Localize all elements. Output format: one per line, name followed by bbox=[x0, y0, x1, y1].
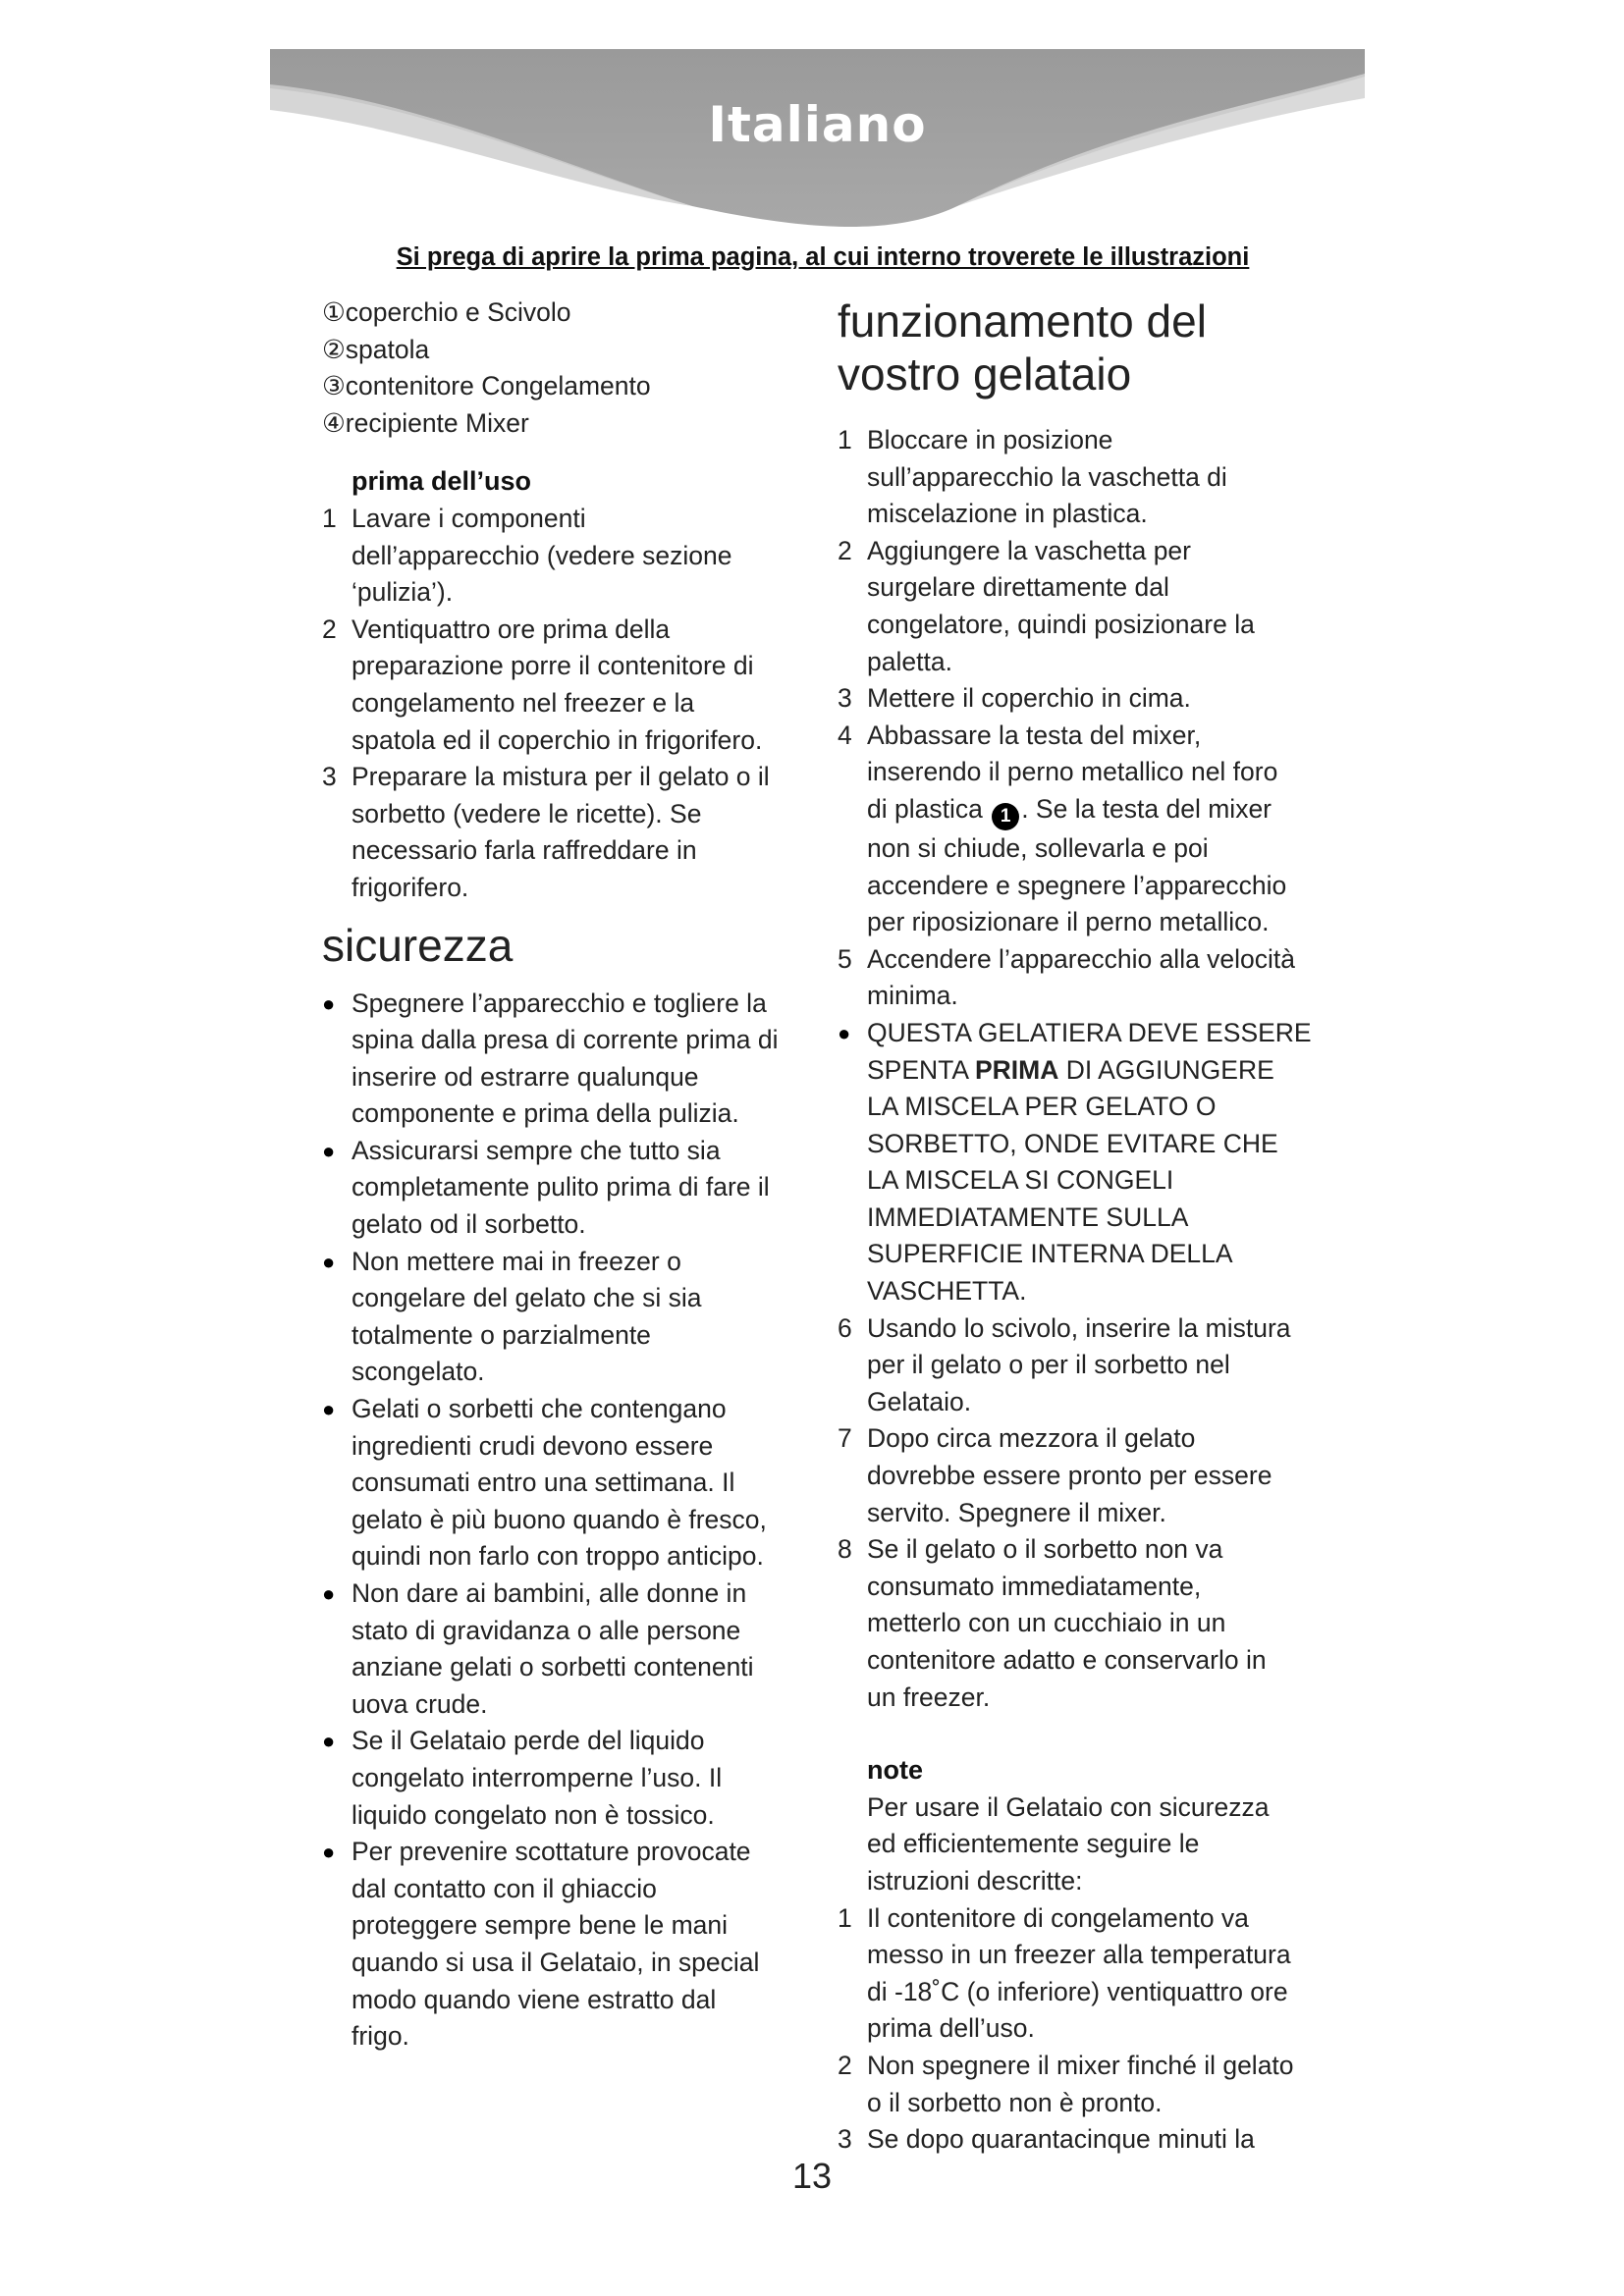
list-item bbox=[322, 986, 813, 1133]
operation-steps bbox=[838, 422, 1319, 1015]
bullet-text: Non dare ai bambini, alle donne in stato di gravidanza o alle persone anziane gelati o sorbetti contenenti uova crude. bbox=[352, 1578, 754, 1719]
bullet-text: Gelati o sorbetti che contengano ingredienti crudi devono essere consumati entro una settimana. Il gelato è più buono quando è fresco, quindi non farlo con troppo anticipo. bbox=[352, 1394, 767, 1572]
bullet-text: Non mettere mai in freezer o congelare del gelato che si sia totalmente o parzialmente scongelato. bbox=[352, 1246, 702, 1387]
list-item bbox=[838, 1015, 1319, 1310]
step-text bbox=[867, 721, 1286, 936]
bullet-icon: ● bbox=[322, 1581, 336, 1606]
bullet-text: Se il Gelataio perde del liquido congelato interromperne l’uso. Il liquido congelato non è tossico. bbox=[352, 1726, 723, 1830]
list-item bbox=[322, 501, 813, 612]
list-item bbox=[322, 1133, 813, 1244]
part-item: ④recipiente Mixer bbox=[322, 407, 529, 438]
step-text: Preparare la mistura per il gelato o il sorbetto (vedere le ricette). Se necessario farla raffreddare in frigorifero. bbox=[352, 762, 770, 902]
safety-heading: sicurezza bbox=[322, 919, 514, 971]
figure-reference-badge: 1 bbox=[992, 803, 1019, 830]
list-item bbox=[322, 1391, 813, 1575]
step-text: Non spegnere il mixer finché il gelato o il sorbetto non è pronto. bbox=[867, 2050, 1294, 2117]
part-item: ②spatola bbox=[322, 334, 430, 364]
list-item bbox=[838, 1531, 1319, 1716]
before-use-steps bbox=[322, 501, 813, 907]
right-column bbox=[838, 294, 1319, 2159]
step-text: Usando lo scivolo, inserire la mistura per il gelato o per il sorbetto nel Gelataio. bbox=[867, 1312, 1291, 1416]
step-text: Ventiquattro ore prima della preparazione porre il contenitore di congelamento nel freezer e la spatola ed il coperchio in frigorifero. bbox=[352, 614, 763, 755]
page-number: 13 bbox=[791, 2156, 833, 2196]
bullet-text: Assicurarsi sempre che tutto sia completamente pulito prima di fare il gelato od il sorbetto. bbox=[352, 1135, 770, 1240]
step-text-part: Abbassare la testa del mixer, inserendo il perno metallico nel foro di plastica bbox=[867, 720, 1278, 824]
step-number: 1 bbox=[322, 503, 337, 533]
bullet-text: Spegnere l’apparecchio e togliere la spina dalla presa di corrente prima di inserire od estrarre qualunque componente e prima della pulizia. bbox=[352, 988, 779, 1129]
bullet-icon: ● bbox=[322, 990, 336, 1016]
bullet-icon: ● bbox=[322, 1249, 336, 1274]
list-item bbox=[322, 1575, 813, 1723]
list-item bbox=[322, 759, 813, 906]
part-item: ①coperchio e Scivolo bbox=[322, 297, 571, 327]
list-item bbox=[838, 941, 1319, 1015]
step-number: 1 bbox=[838, 1902, 852, 1933]
step-text: Accendere l’apparecchio alla velocità minima. bbox=[867, 943, 1296, 1011]
list-item bbox=[838, 1900, 1319, 2048]
safety-bullets bbox=[322, 986, 813, 2056]
warning-emphasis: PRIMA bbox=[974, 1054, 1059, 1085]
step-text: Il contenitore di congelamento va messo in un freezer alla temperatura di -18˚C (o inferiore) ventiquattro ore prima dell’uso. bbox=[867, 1902, 1291, 2044]
list-item bbox=[322, 1834, 813, 2056]
bullet-icon: ● bbox=[322, 1138, 336, 1163]
bullet-icon: ● bbox=[322, 1397, 336, 1422]
notes-intro: Per usare il Gelataio con sicurezza ed efficientemente seguire le istruzioni descritte: bbox=[867, 1791, 1270, 1896]
step-number: 1 bbox=[838, 425, 852, 454]
warning-bullet bbox=[838, 1015, 1319, 1310]
step-number: 3 bbox=[838, 683, 852, 714]
list-item bbox=[838, 718, 1319, 941]
before-use-heading: prima dell’uso bbox=[352, 466, 532, 497]
step-text-part: . Se la testa del mixer non si chiude, sollevarla e poi accendere e spegnere l’apparecchio per riposizionare il perno metallico. bbox=[867, 793, 1287, 937]
left-column bbox=[322, 294, 813, 2056]
step-text: Se il gelato o il sorbetto non va consumato immediatamente, metterlo con un cucchiaio in un contenitore adatto e conservarlo in un freezer. bbox=[867, 1534, 1267, 1712]
step-number: 6 bbox=[838, 1312, 852, 1343]
step-number: 8 bbox=[838, 1534, 852, 1565]
list-item bbox=[838, 2121, 1319, 2159]
header-banner bbox=[270, 49, 1365, 231]
warning-text bbox=[867, 1018, 1312, 1306]
step-number: 2 bbox=[322, 614, 337, 644]
list-item bbox=[838, 533, 1319, 680]
step-number: 3 bbox=[322, 762, 337, 792]
warning-text-part: QUESTA GELATIERA DEVE ESSERE SPENTA bbox=[867, 1017, 1312, 1085]
step-number: 2 bbox=[838, 535, 852, 565]
bullet-text: Per prevenire scottature provocate dal contatto con il ghiaccio proteggere sempre bene le mani quando si usa il Gelataio, in special modo quando viene estratto dal frigo. bbox=[352, 1837, 760, 2052]
step-number: 2 bbox=[838, 2050, 852, 2080]
list-item bbox=[322, 1244, 813, 1391]
bullet-icon: ● bbox=[322, 1729, 336, 1754]
bullet-icon: ● bbox=[322, 1840, 336, 1865]
step-number: 5 bbox=[838, 943, 852, 974]
notes-heading: note bbox=[867, 1755, 923, 1786]
list-item bbox=[838, 680, 1319, 718]
step-text: Se dopo quarantacinque minuti la bbox=[867, 2124, 1255, 2155]
illustrations-notice: Si prega di aprire la prima pagina, al cui interno troverete le illustrazioni bbox=[396, 243, 1250, 271]
operation-heading: funzionamento del vostro gelataio bbox=[838, 295, 1207, 400]
part-item: ③contenitore Congelamento bbox=[322, 371, 651, 401]
list-item bbox=[322, 612, 813, 759]
parts-list bbox=[322, 294, 813, 442]
step-number: 3 bbox=[838, 2124, 852, 2155]
step-text: Dopo circa mezzora il gelato dovrebbe essere pronto per essere servito. Spegnere il mixer. bbox=[867, 1423, 1272, 1527]
list-item bbox=[838, 1310, 1319, 1421]
language-title: Italiano bbox=[708, 96, 927, 153]
step-text: Mettere il coperchio in cima. bbox=[867, 683, 1191, 714]
warning-text-part: DI AGGIUNGERE LA MISCELA PER GELATO O SORBETTO, ONDE EVITARE CHE LA MISCELA SI CONGELI IMMEDIATAMENTE SULLA SUPERFICIE INTERNA DELLA VASCHETTA. bbox=[867, 1054, 1278, 1307]
step-number: 4 bbox=[838, 720, 852, 750]
list-item bbox=[838, 1420, 1319, 1531]
list-item bbox=[322, 1723, 813, 1834]
bullet-icon: ● bbox=[838, 1020, 851, 1045]
step-text: Aggiungere la vaschetta per surgelare direttamente dal congelatore, quindi posizionare la paletta. bbox=[867, 535, 1255, 676]
operation-steps-continued bbox=[838, 1310, 1319, 1717]
step-number: 7 bbox=[838, 1423, 852, 1454]
list-item bbox=[838, 422, 1319, 533]
step-text: Lavare i componenti dell’apparecchio (vedere sezione ‘pulizia’). bbox=[352, 503, 732, 608]
list-item bbox=[838, 2048, 1319, 2121]
notes-steps bbox=[838, 1900, 1319, 2159]
step-text: Bloccare in posizione sull’apparecchio la vaschetta di miscelazione in plastica. bbox=[867, 425, 1227, 529]
